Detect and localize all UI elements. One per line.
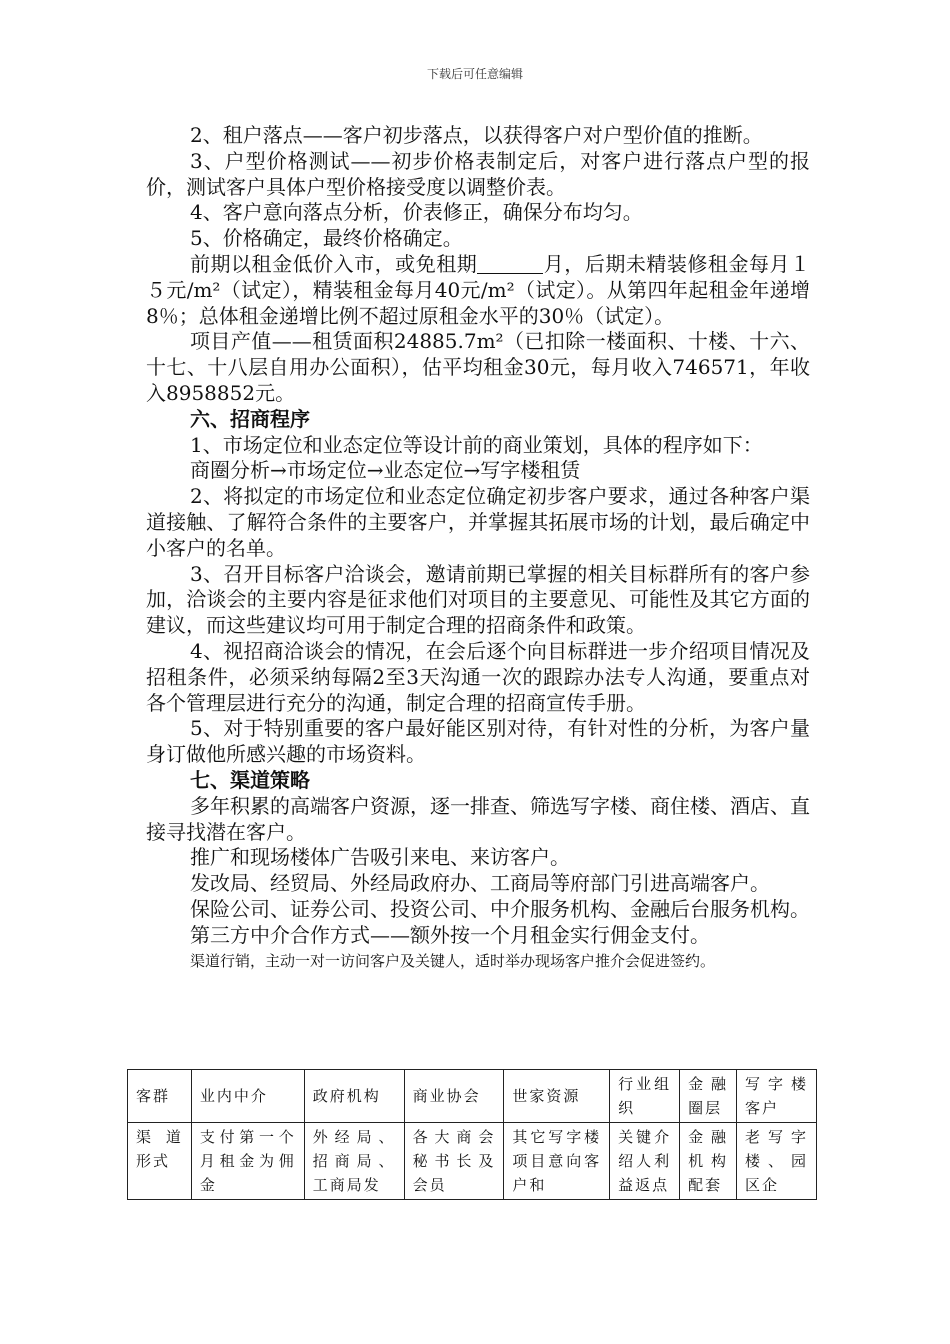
channel-table [127, 1069, 817, 1200]
section-heading: 七、渠道策略 [190, 767, 310, 792]
rent-paragraph [146, 252, 810, 329]
table-cell: 支付第一个月租金为佣金 [191, 1123, 304, 1200]
blank-underline [477, 255, 543, 274]
table-row [128, 1123, 817, 1200]
document-body [146, 123, 810, 971]
table-cell: 关键介绍人利益返点 [610, 1123, 680, 1200]
table-header-row [128, 1070, 817, 1123]
paragraph: 项目产值——租赁面积24885.7m²（已扣除一楼面积、十楼、十六、十七、十八层自用办公面积），估平均租金30元，每月收入746571，年收入8958852元。 [146, 329, 810, 405]
paragraph: 1、市场定位和业态定位等设计前的商业策划，具体的程序如下： [190, 432, 763, 457]
table-header-cell: 世家资源 [504, 1070, 610, 1123]
paragraph: 3、召开目标客户洽谈会，邀请前期已掌握的相关目标群所有的客户参加，洽谈会的主要内容是征求他们对项目的主要意见、可能性及其它方面的建议，而这些建议均可用于制定合理的招商条件和政策。 [146, 561, 810, 638]
page-header: 下载后可任意编辑 [426, 67, 523, 81]
paragraph: 5、价格确定，最终价格确定。 [190, 226, 463, 251]
paragraph: 5、对于特别重要的客户最好能区别对待，有针对性的分析，为客户量身订做他所感兴趣的市场资料。 [146, 716, 810, 767]
table-header-cell: 业内中介 [191, 1070, 304, 1123]
table-cell: 渠道形式 [128, 1123, 192, 1200]
table-header-cell: 写字楼客户 [737, 1070, 817, 1123]
table-cell: 各大商会秘书长及会员 [404, 1123, 504, 1200]
paragraph: 推广和现场楼体广告吸引来电、来访客户。 [190, 845, 570, 870]
paragraph: 多年积累的高端客户资源，逐一排查、筛选写字楼、商住楼、酒店、直接寻找潜在客户。 [146, 793, 810, 844]
paragraph: 发改局、经贸局、外经局政府办、工商局等府部门引进高端客户。 [190, 871, 770, 896]
paragraph: 第三方中介合作方式——额外按一个月租金实行佣金支付。 [190, 922, 710, 947]
table-header-cell: 客群 [128, 1070, 192, 1123]
table-cell: 老写字楼、园区企 [737, 1123, 817, 1200]
paragraph: 2、将拟定的市场定位和业态定位确定初步客户要求，通过各种客户渠道接触、了解符合条件的主要客户，并掌握其拓展市场的计划，最后确定中小客户的名单。 [146, 484, 810, 560]
paragraph: 2、租户落点——客户初步落点，以获得客户对户型价值的推断。 [190, 123, 763, 147]
section-heading: 六、招商程序 [190, 406, 310, 431]
paragraph: 渠道行销，主动一对一访问客户及关键人，适时举办现场客户推介会促进签约。 [190, 951, 716, 970]
table-header-cell: 行业组织 [610, 1070, 680, 1123]
rent-text-after: 月，后期未精装修租金每月１５元/m²（试定），精装租金每月40元/m²（试定）。从第四年起租金年递增8％；总体租金递增比例不超过原租金水平的30％（试定）。 [146, 251, 811, 328]
paragraph: 保险公司、证券公司、投资公司、中介服务机构、金融后台服务机构。 [190, 896, 810, 921]
paragraph: 3、户型价格测试——初步价格表制定后，对客户进行落点户型的报价，测试客户具体户型价格接受度以调整价表。 [146, 148, 810, 199]
table-header-cell: 金融圈层 [680, 1070, 737, 1123]
table-header-cell: 政府机构 [304, 1070, 404, 1123]
paragraph: 商圈分析→市场定位→业态定位→写字楼租赁 [190, 458, 581, 483]
table-cell: 外经局、招商局、工商局发 [304, 1123, 404, 1200]
table-cell: 其它写字楼项目意向客户和 [504, 1123, 610, 1200]
paragraph: 4、视招商洽谈会的情况，在会后逐个向目标群进一步介绍项目情况及招租条件，必须采纳每隔2至3天沟通一次的跟踪办法专人沟通，要重点对各个管理层进行充分的沟通，制定合理的招商宣传手册。 [146, 638, 810, 715]
rent-text-before: 前期以租金低价入市，或免租期 [190, 251, 478, 276]
table-header-cell: 商业协会 [404, 1070, 504, 1123]
table-cell: 金融机构配套 [680, 1123, 737, 1200]
paragraph-list [146, 329, 810, 970]
paragraph: 4、客户意向落点分析，价表修正，确保分布均匀。 [190, 200, 643, 225]
